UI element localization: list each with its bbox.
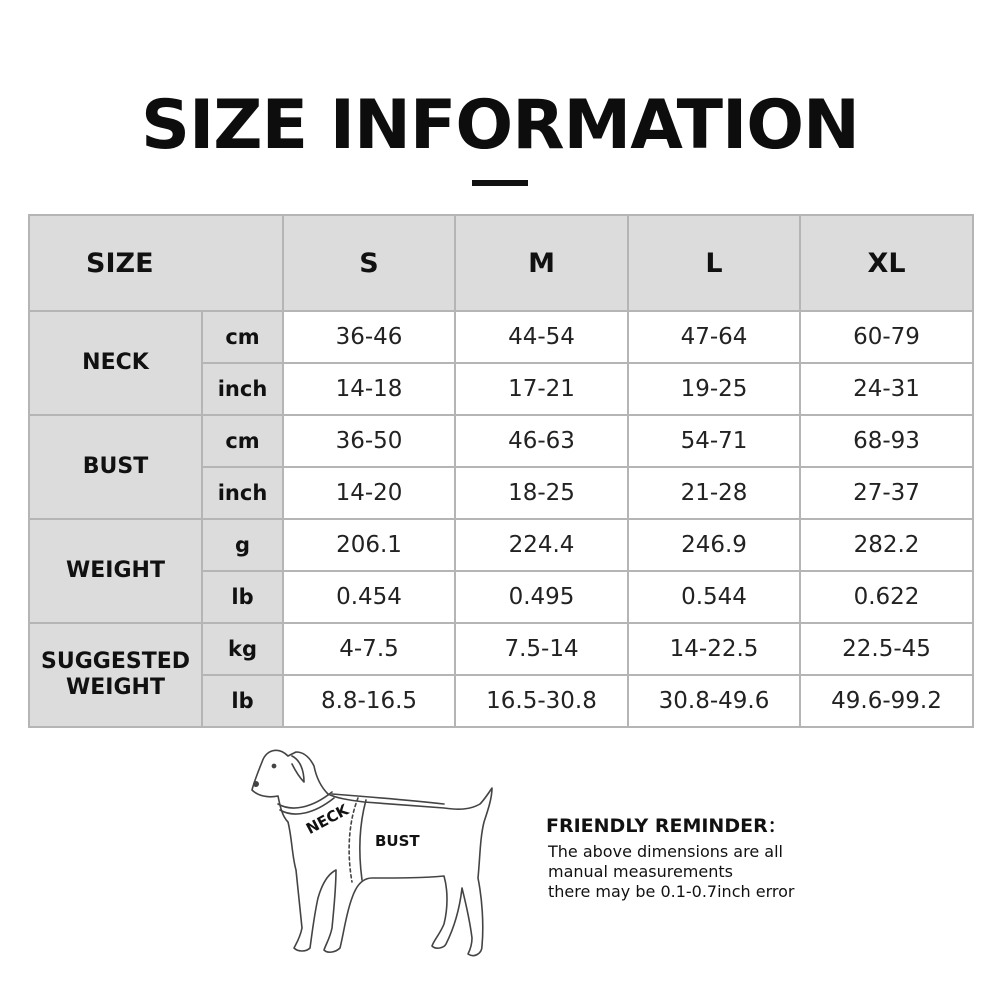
table-cell: 14-22.5 xyxy=(628,623,800,675)
dog-outline-icon xyxy=(248,738,498,966)
table-cell: 68-93 xyxy=(800,415,973,467)
title-underline xyxy=(472,180,528,186)
unit-cell: inch xyxy=(202,363,283,415)
table-cell: 36-46 xyxy=(283,311,455,363)
table-cell: 54-71 xyxy=(628,415,800,467)
neck-group-label: NECK xyxy=(29,311,202,415)
unit-cell: lb xyxy=(202,675,283,727)
group-label-line: SUGGESTED xyxy=(41,649,190,674)
table-row xyxy=(29,519,973,571)
table-cell: 21-28 xyxy=(628,467,800,519)
size-s-header: S xyxy=(283,215,455,311)
bust-group-label: BUST xyxy=(29,415,202,519)
table-cell: 4-7.5 xyxy=(283,623,455,675)
size-xl-header: XL xyxy=(800,215,973,311)
table-cell: 206.1 xyxy=(283,519,455,571)
table-cell: 282.2 xyxy=(800,519,973,571)
table-cell: 246.9 xyxy=(628,519,800,571)
reminder-line: The above dimensions are all xyxy=(548,842,783,861)
suggested-weight-group-label xyxy=(29,623,202,727)
size-table xyxy=(28,214,974,728)
table-cell: 22.5-45 xyxy=(800,623,973,675)
table-cell: 0.454 xyxy=(283,571,455,623)
table-cell: 44-54 xyxy=(455,311,628,363)
table-cell: 24-31 xyxy=(800,363,973,415)
table-cell: 17-21 xyxy=(455,363,628,415)
weight-group-label: WEIGHT xyxy=(29,519,202,623)
size-m-header: M xyxy=(455,215,628,311)
table-cell: 14-18 xyxy=(283,363,455,415)
size-header: SIZE xyxy=(29,215,283,311)
table-cell: 14-20 xyxy=(283,467,455,519)
table-cell: 60-79 xyxy=(800,311,973,363)
table-cell: 7.5-14 xyxy=(455,623,628,675)
table-cell: 16.5-30.8 xyxy=(455,675,628,727)
reminder-line: manual measurements xyxy=(548,862,733,881)
table-cell: 224.4 xyxy=(455,519,628,571)
size-l-header: L xyxy=(628,215,800,311)
table-cell: 0.495 xyxy=(455,571,628,623)
table-cell: 36-50 xyxy=(283,415,455,467)
table-cell: 49.6-99.2 xyxy=(800,675,973,727)
neck-label: NECK xyxy=(303,800,352,838)
unit-cell: cm xyxy=(202,311,283,363)
bust-label: BUST xyxy=(375,832,420,850)
reminder-title: FRIENDLY REMINDER： xyxy=(546,815,787,837)
unit-cell: cm xyxy=(202,415,283,467)
table-cell: 47-64 xyxy=(628,311,800,363)
unit-cell: lb xyxy=(202,571,283,623)
table-cell: 18-25 xyxy=(455,467,628,519)
unit-cell: g xyxy=(202,519,283,571)
group-label-line: WEIGHT xyxy=(66,675,165,700)
reminder-line: there may be 0.1-0.7inch error xyxy=(548,882,795,901)
table-row xyxy=(29,415,973,467)
table-cell: 19-25 xyxy=(628,363,800,415)
table-cell: 27-37 xyxy=(800,467,973,519)
unit-cell: kg xyxy=(202,623,283,675)
table-cell: 30.8-49.6 xyxy=(628,675,800,727)
table-cell: 0.622 xyxy=(800,571,973,623)
table-cell: 0.544 xyxy=(628,571,800,623)
table-row xyxy=(29,623,973,675)
table-cell: 46-63 xyxy=(455,415,628,467)
table-row xyxy=(29,311,973,363)
page-title: SIZE INFORMATION xyxy=(141,86,859,165)
table-cell: 8.8-16.5 xyxy=(283,675,455,727)
table-header-row xyxy=(29,215,973,311)
unit-cell: inch xyxy=(202,467,283,519)
